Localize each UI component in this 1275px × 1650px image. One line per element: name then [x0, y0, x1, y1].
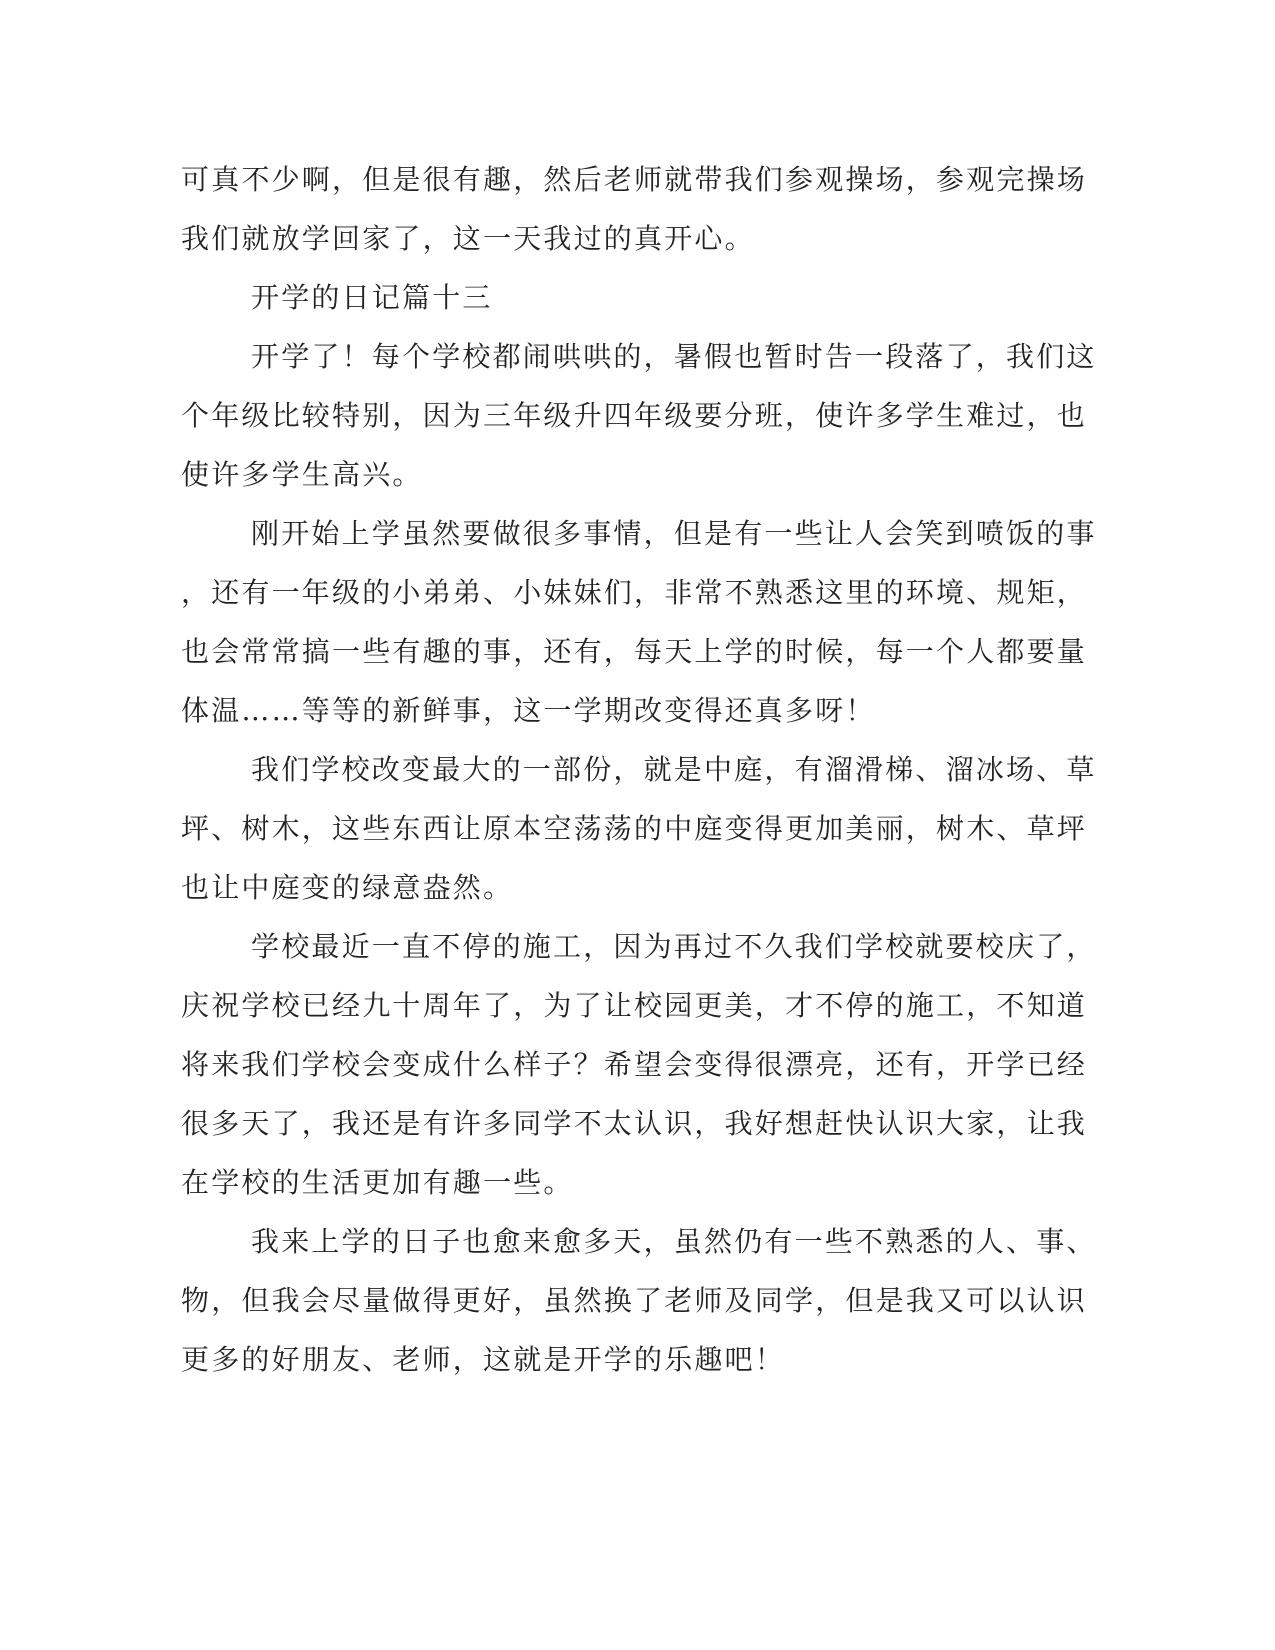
text-line: 更多的好朋友、老师，这就是开学的乐趣吧！: [181, 1343, 786, 1376]
text-line: 使许多学生高兴。: [181, 458, 423, 491]
section-heading: 开学的日记篇十三: [251, 281, 493, 314]
text-line: 开学了！每个学校都闹哄哄的，暑假也暂时告一段落了，我们这: [251, 340, 1097, 373]
text-line: 我来上学的日子也愈来愈多天，虽然仍有一些不熟悉的人、事、: [251, 1225, 1097, 1258]
text-line: 将来我们学校会变成什么样子？希望会变得很漂亮，还有，开学已经: [181, 1048, 1088, 1081]
text-line: 可真不少啊，但是很有趣，然后老师就带我们参观操场，参观完操场: [181, 163, 1088, 196]
text-line: 在学校的生活更加有趣一些。: [181, 1166, 574, 1199]
text-line: 物，但我会尽量做得更好，虽然换了老师及同学，但是我又可以认识: [181, 1284, 1088, 1317]
text-line: 个年级比较特别，因为三年级升四年级要分班，使许多学生难过，也: [181, 399, 1088, 432]
text-line: 我们就放学回家了，这一天我过的真开心。: [181, 222, 755, 255]
text-line: 坪、树木，这些东西让原本空荡荡的中庭变得更加美丽，树木、草坪: [181, 812, 1088, 845]
text-line: ，还有一年级的小弟弟、小妹妹们，非常不熟悉这里的环境、规矩，: [181, 576, 1088, 609]
text-line: 我们学校改变最大的一部份，就是中庭，有溜滑梯、溜冰场、草: [251, 753, 1097, 786]
text-line: 刚开始上学虽然要做很多事情，但是有一些让人会笑到喷饭的事: [251, 517, 1097, 550]
text-line: 很多天了，我还是有许多同学不太认识，我好想赶快认识大家，让我: [181, 1107, 1088, 1140]
text-line: 体温……等等的新鲜事，这一学期改变得还真多呀！: [181, 694, 876, 727]
text-line: 学校最近一直不停的施工，因为再过不久我们学校就要校庆了，: [251, 930, 1097, 963]
text-line: 也会常常搞一些有趣的事，还有，每天上学的时候，每一个人都要量: [181, 635, 1088, 668]
text-line: 庆祝学校已经九十周年了，为了让校园更美，才不停的施工，不知道: [181, 989, 1088, 1022]
text-line: 也让中庭变的绿意盎然。: [181, 871, 514, 904]
